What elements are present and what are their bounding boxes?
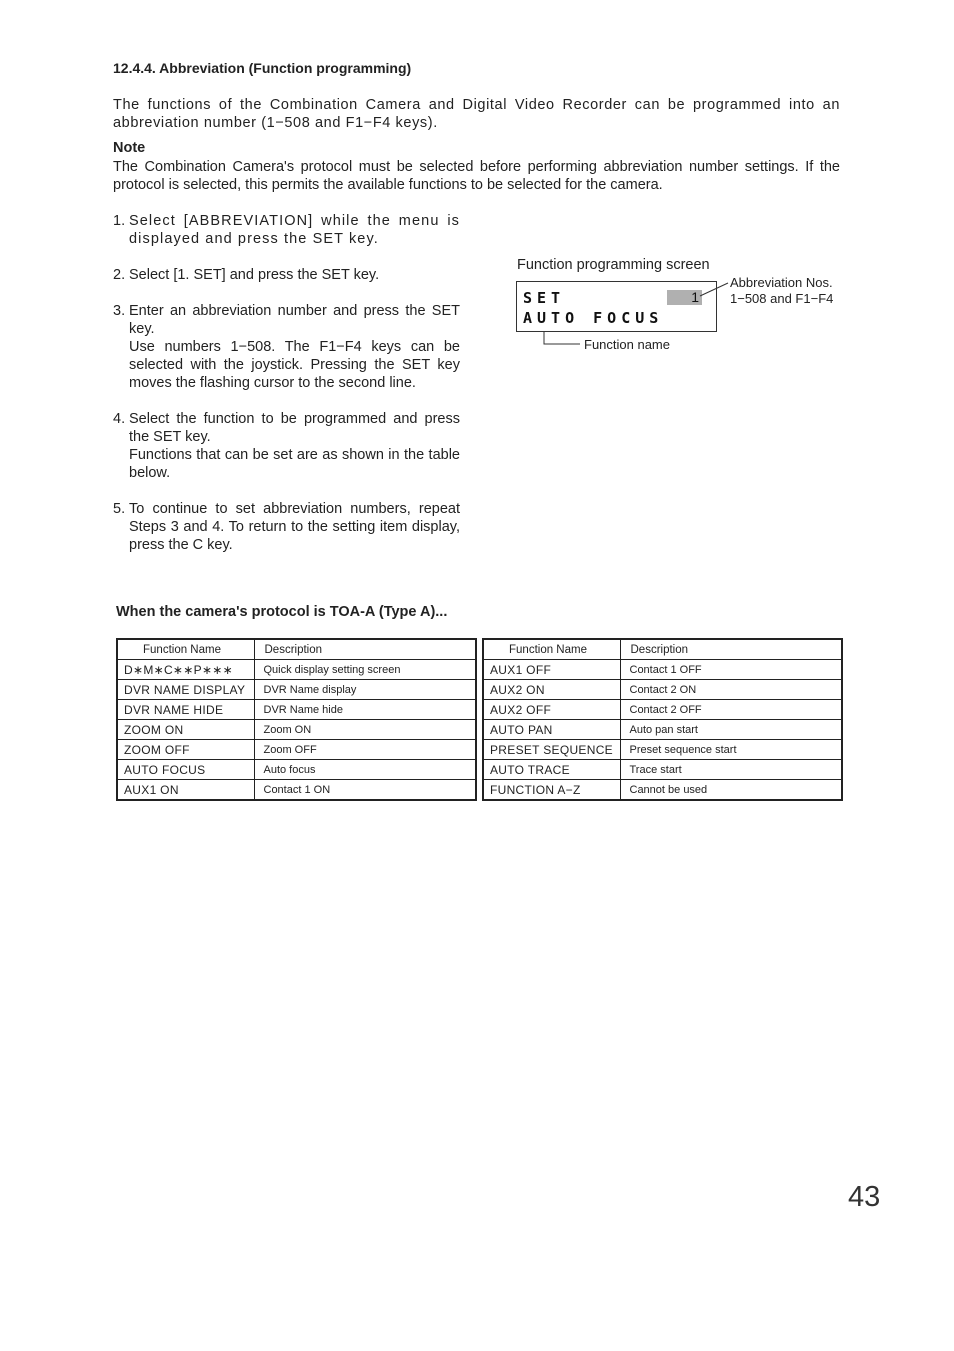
section-title: 12.4.4. Abbreviation (Function programming) [113,60,412,76]
description-cell: DVR Name hide [254,700,476,720]
table-row [117,740,476,760]
description-cell: Contact 2 OFF [620,700,842,720]
table-row [117,760,476,780]
step-text: Select [ABBREVIATION] while the menu is displayed and press the SET key. [129,213,460,247]
step-number: 1. [113,213,126,229]
table-row [117,680,476,700]
header-function-name: Function Name [117,639,254,660]
table-row [483,740,842,760]
step-detail: Use numbers 1−508. The F1−F4 keys can be selected with the joystick. Pressing the SET key moves the flashing cursor to the second line. [129,339,460,391]
table-row [483,760,842,780]
page-number: 43 [848,1181,881,1213]
function-name-cell: AUX2 OFF [483,700,620,720]
function-name-cell: FUNCTION A−Z [483,780,620,801]
note-body: The Combination Camera's protocol must be selected before performing abbreviation number settings. If the protocol is selected, this permits the available functions to be selected for the camera. [113,159,840,193]
lcd-line-1: SET [523,289,566,307]
table-row [117,660,476,680]
description-cell: Trace start [620,760,842,780]
description-cell: Cannot be used [620,780,842,801]
step-text: Enter an abbreviation number and press the SET key. [129,303,460,337]
function-name-cell: ZOOM ON [117,720,254,740]
lcd-abbreviation-number: 1 [667,290,702,305]
step-4 [113,410,460,482]
header-description: Description [254,639,476,660]
function-name-cell: AUX2 ON [483,680,620,700]
step-5 [113,500,460,554]
description-cell: Auto pan start [620,720,842,740]
function-name-cell: DVR NAME DISPLAY [117,680,254,700]
function-name-cell: AUTO TRACE [483,760,620,780]
table-row [483,680,842,700]
step-detail: Functions that can be set are as shown in the table below. [129,447,460,481]
header-function-name: Function Name [483,639,620,660]
step-number: 3. [113,303,126,319]
function-name-cell: D∗M∗C∗∗P∗∗∗ [117,660,254,680]
step-text: Select the function to be programmed and press the SET key. [129,411,460,445]
description-cell: Zoom OFF [254,740,476,760]
table-row [483,780,842,801]
table-row [117,720,476,740]
header-description: Description [620,639,842,660]
table-header-row [117,639,476,660]
step-number: 5. [113,501,126,517]
description-cell: Zoom ON [254,720,476,740]
table-row [117,700,476,720]
intro-paragraph: The functions of the Combination Camera and Digital Video Recorder can be programmed into an abbreviation number (1−508 and F1−F4 keys). [113,97,840,131]
function-table-right [482,638,843,801]
lcd-line-2: AUTO FOCUS [523,309,664,327]
function-name-cell: AUX1 ON [117,780,254,801]
description-cell: Preset sequence start [620,740,842,760]
callout-leaders [0,0,954,400]
abbrev-leader-line [700,283,728,296]
table-title: When the camera's protocol is TOA-A (Type A)... [116,604,448,620]
function-name-cell: AUX1 OFF [483,660,620,680]
table-row [117,780,476,801]
table-row [483,700,842,720]
description-cell: Quick display setting screen [254,660,476,680]
function-name-cell: PRESET SEQUENCE [483,740,620,760]
description-cell: Contact 1 OFF [620,660,842,680]
step-text: To continue to set abbreviation numbers, repeat Steps 3 and 4. To return to the setting item display, press the C key. [129,501,460,553]
table-header-row [483,639,842,660]
description-cell: DVR Name display [254,680,476,700]
function-name-callout: Function name [584,337,670,352]
function-name-cell: ZOOM OFF [117,740,254,760]
step-number: 2. [113,267,126,283]
abbreviation-callout-line-1: Abbreviation Nos. [730,275,833,290]
step-number: 4. [113,411,126,427]
function-name-cell: AUTO FOCUS [117,760,254,780]
abbreviation-callout-line-2: 1−508 and F1−F4 [730,291,834,306]
description-cell: Auto focus [254,760,476,780]
function-leader-line [544,332,580,344]
abbreviation-callout [730,275,833,307]
description-cell: Contact 1 ON [254,780,476,801]
function-table-left [116,638,477,801]
function-name-cell: AUTO PAN [483,720,620,740]
figure-caption: Function programming screen [517,257,710,273]
description-cell: Contact 2 ON [620,680,842,700]
note-heading: Note [113,140,146,156]
table-row [483,660,842,680]
table-row [483,720,842,740]
step-text: Select [1. SET] and press the SET key. [129,267,380,283]
function-name-cell: DVR NAME HIDE [117,700,254,720]
